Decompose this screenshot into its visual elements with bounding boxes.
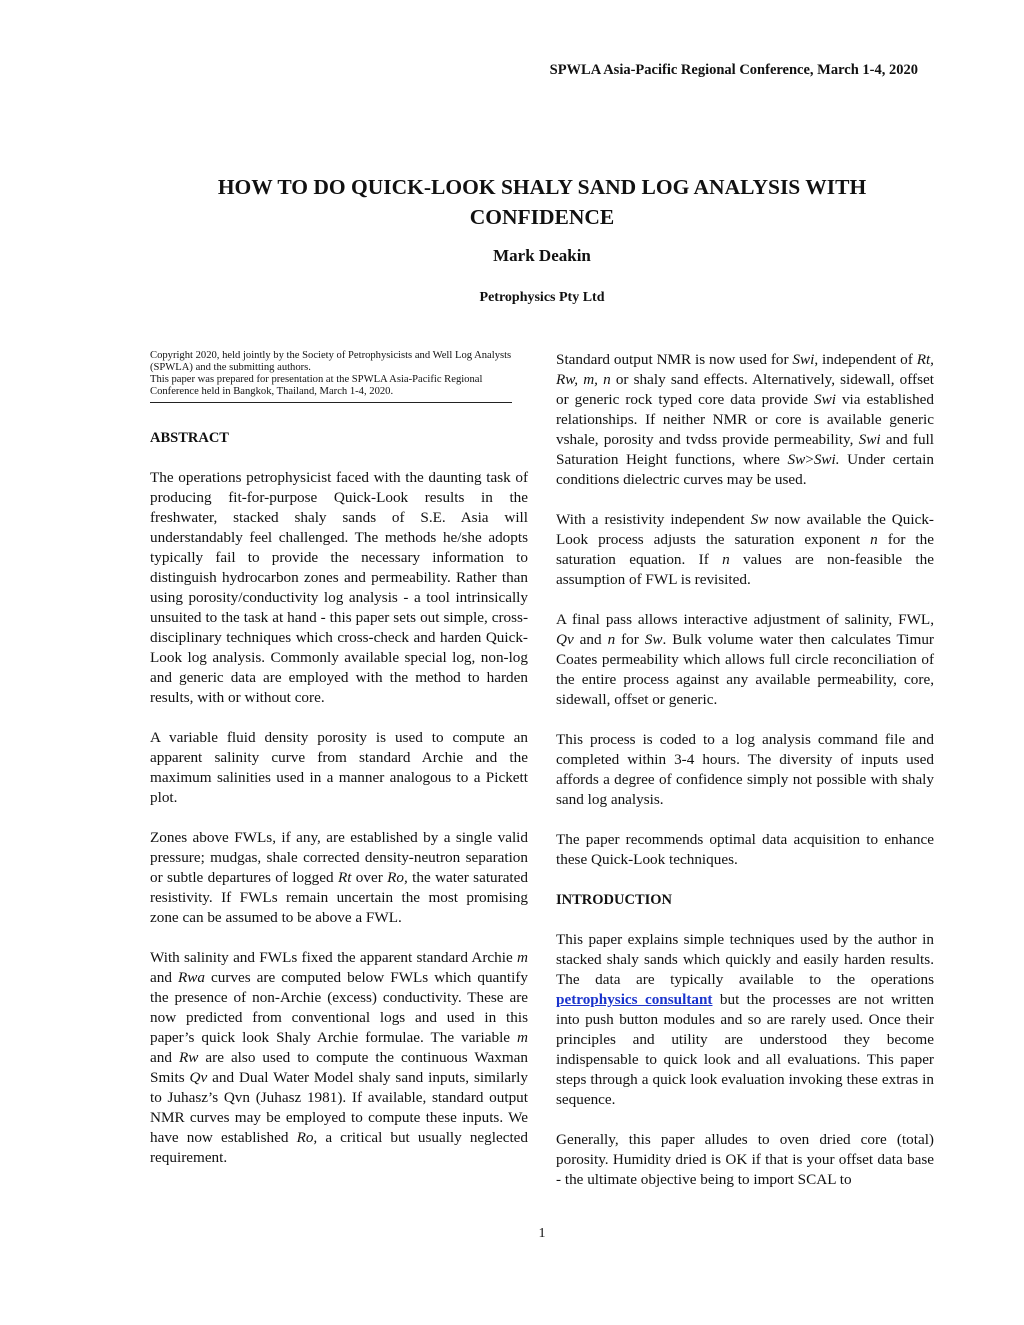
copyright-line-1: Copyright 2020, held jointly by the Society of Petrophysicists and Well Log Analysts (SPWLA) and the submitting authors. [150,350,512,373]
page-number: 1 [538,1226,546,1241]
title-line-1: HOW TO DO QUICK-LOOK SHALY SAND LOG ANALYSIS WITH [217,175,867,199]
abstract-paragraph-6: With a resistivity independent Sw now available the Quick-Look process adjusts the saturation exponent n for the saturation equation. If n values are non-feasible the assumption of FWL is revisited. [556,511,934,588]
title-line-2: CONFIDENCE [469,205,615,229]
introduction-paragraph-2: Generally, this paper alludes to oven dried core (total) porosity. Humidity dried is OK if that is your offset data base - the ultimate objective being to import SCAL to [556,1131,934,1188]
abstract-paragraph-5: Standard output NMR is now used for Swi, independent of Rt, Rw, m, n or shaly sand effects. Alternatively, sidewall, offset or generic rock typed core data provide Swi via established relationships. If neither NMR or core is available generic vshale, porosity and tvdss provide permeability, Swi and full Saturation Height functions, where Sw>Swi. Under certain conditions dielectric curves may be used. [556,351,934,488]
running-header: SPWLA Asia-Pacific Regional Conference, March 1-4, 2020 [549,62,918,78]
abstract-paragraph-2: A variable fluid density porosity is used to compute an apparent salinity curve from standard Archie and the maximum salinities used in a manner analogous to a Pickett plot. [150,729,528,806]
abstract-paragraph-1: The operations petrophysicist faced with the daunting task of producing fit-for-purpose Quick-Look results in the freshwater, stacked shaly sands of S.E. Asia will understandably feel challenged. The methods he/she adopts typically fail to provide the necessary information to distinguish hydrocarbon zones and permeability. Rather than using porosity/conductivity log analysis - a tool intrinsically unsuited to the task at hand - this paper sets out simple, cross-disciplinary techniques which cross-check and harden Quick-Look log analysis. Commonly available special log, non-log and generic data are employed with the method to harden results, with or without core. [150,469,528,706]
paper-title [150,172,934,232]
abstract-paragraph-8: This process is coded to a log analysis command file and completed within 3-4 hours. The diversity of inputs used affords a degree of confidence simply not possible with shaly sand log analysis. [556,731,934,808]
abstract-heading: ABSTRACT [150,430,229,446]
author-affiliation: Petrophysics Pty Ltd [479,290,605,305]
abstract-paragraph-4: With salinity and FWLs fixed the apparent standard Archie m and Rwa curves are computed below FWLs which quantify the presence of non-Archie (excess) conductivity. These are now predicted from conventional logs and used in this paper’s quick look Shaly Archie formulae. The variable m and Rw are also used to compute the continuous Waxman Smits Qv and Dual Water Model shaly sand inputs, similarly to Juhasz’s Qvn (Juhasz 1981). If available, standard output NMR curves may be employed to compute these inputs. We have now established Ro, a critical but usually neglected requirement. [150,949,528,1166]
left-column [150,350,528,1188]
abstract-paragraph-7: A final pass allows interactive adjustment of salinity, FWL, Qv and n for Sw. Bulk volume water then calculates Timur Coates permeability which allows full circle reconciliation of the entire process against any available permeability, core, sidewall, offset or generic. [556,611,934,708]
abstract-paragraph-9: The paper recommends optimal data acquisition to enhance these Quick-Look techniques. [556,831,934,868]
abstract-paragraph-3: Zones above FWLs, if any, are established by a single valid pressure; mudgas, shale corrected density-neutron separation or subtle departures of logged Rt over Ro, the water saturated resistivity. If FWLs remain uncertain the most promising zone can be assumed to be above a FWL. [150,829,528,926]
copyright-line-2: This paper was prepared for presentation at the SPWLA Asia-Pacific Regional Conference held in Bangkok, Thailand, March 1-4, 2020. [150,374,483,397]
right-column [556,350,934,1210]
introduction-heading: INTRODUCTION [556,892,673,908]
introduction-paragraph-1: This paper explains simple techniques used by the author in stacked shaly sands which quickly and easily harden results. The data are typically available to the operations petrophysics consultant but the processes are not written into push button modules and so are rarely used. Once their principles and utility are understood they become indispensable to quick look and all evaluations. This paper steps through a quick look evaluation invoking these extras in sequence. [556,931,934,1108]
copyright-notice [150,350,512,403]
author-name: Mark Deakin [493,246,591,265]
petrophysics-consultant-link[interactable]: petrophysics consultant [556,991,713,1008]
